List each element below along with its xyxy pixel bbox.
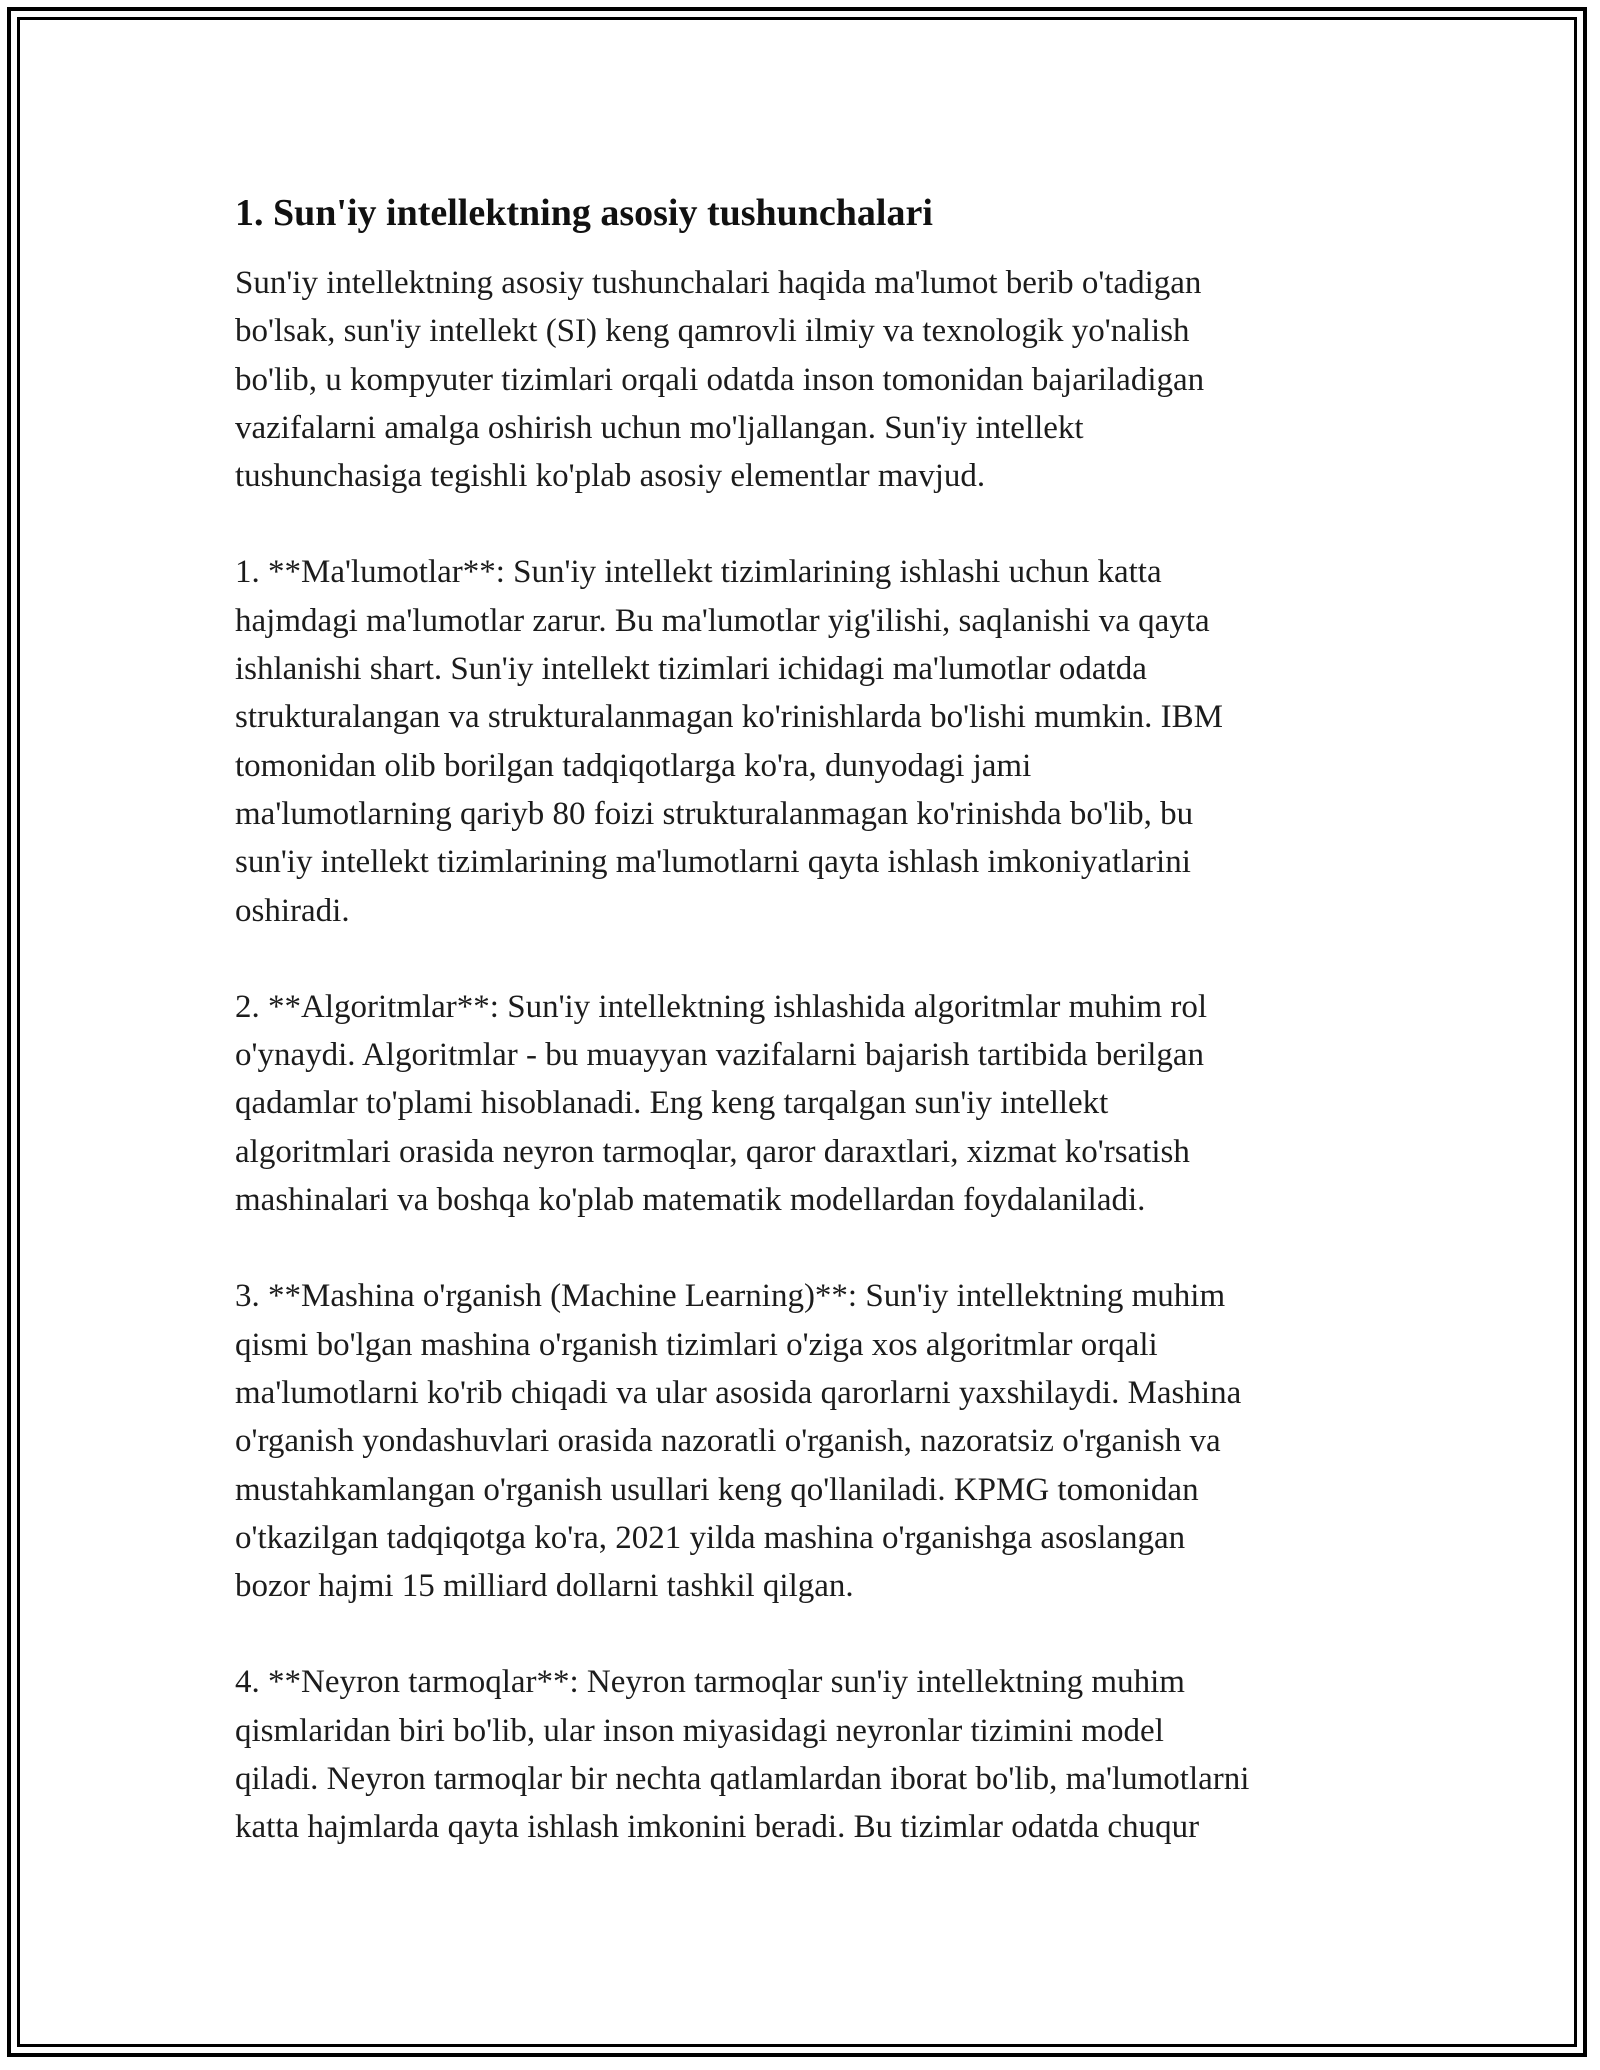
text-line: qiladi. Neyron tarmoqlar bir nechta qatlamlardan iborat bo'lib, ma'lumotlarni (235, 1761, 1250, 1798)
text-line: o'ynaydi. Algoritmlar - bu muayyan vazifalarni bajarish tartibida berilgan (235, 1037, 1205, 1074)
text-line: qadamlar to'plami hisoblanadi. Eng keng tarqalgan sun'iy intellekt (235, 1085, 1109, 1122)
text-line: o'rganish yondashuvlari orasida nazoratli o'rganish, nazoratsiz o'rganish va (235, 1423, 1221, 1460)
text-line: 1. **Ma'lumotlar**: Sun'iy intellekt tizimlarining ishlashi uchun katta (235, 554, 1162, 591)
paragraph (235, 259, 1385, 500)
text-line: ma'lumotlarni ko'rib chiqadi va ular asosida qarorlarni yaxshilaydi. Mashina (235, 1374, 1242, 1411)
text-line: hajmdagi ma'lumotlar zarur. Bu ma'lumotlar yig'ilishi, saqlanishi va qayta (235, 602, 1210, 639)
text-line: qismlaridan biri bo'lib, ular inson miyasidagi neyronlar tizimini model (235, 1712, 1164, 1749)
text-line: mustahkamlangan o'rganish usullari keng qo'llaniladi. KPMG tomonidan (235, 1471, 1199, 1508)
text-line: ma'lumotlarning qariyb 80 foizi strukturalanmagan ko'rinishda bo'lib, bu (235, 795, 1194, 832)
text-line: ishlanishi shart. Sun'iy intellekt tizimlari ichidagi ma'lumotlar odatda (235, 651, 1147, 688)
text-line: algoritmlari orasida neyron tarmoqlar, qaror daraxtlari, xizmat ko'rsatish (235, 1133, 1190, 1170)
paragraph (235, 548, 1385, 934)
text-line: 2. **Algoritmlar**: Sun'iy intellektning ishlashida algoritmlar muhim rol (235, 988, 1208, 1025)
text-line: oshiradi. (235, 892, 350, 929)
paragraph (235, 1272, 1385, 1610)
text-line: bo'lib, u kompyuter tizimlari orqali odatda inson tomonidan bajariladigan (235, 361, 1205, 398)
text-line: vazifalarni amalga oshirish uchun mo'ljallangan. Sun'iy intellekt (235, 409, 1084, 446)
text-line: sun'iy intellekt tizimlarining ma'lumotlarni qayta ishlash imkoniyatlarini (235, 844, 1191, 881)
paragraph (235, 983, 1385, 1224)
section-heading: 1. Sun'iy intellektning asosiy tushunchalari (235, 192, 933, 234)
text-line: qismi bo'lgan mashina o'rganish tizimlari o'ziga xos algoritmlar orqali (235, 1326, 1158, 1363)
document-body (235, 259, 1385, 1852)
text-line: 3. **Mashina o'rganish (Machine Learning)**: Sun'iy intellektning muhim (235, 1278, 1226, 1315)
document-page (235, 185, 1385, 1900)
paragraph (235, 1658, 1385, 1851)
text-line: tomonidan olib borilgan tadqiqotlarga ko'ra, dunyodagi jami (235, 747, 1032, 784)
text-line: o'tkazilgan tadqiqotga ko'ra, 2021 yilda mashina o'rganishga asoslangan (235, 1519, 1186, 1556)
text-line: mashinalari va boshqa ko'plab matematik modellardan foydalaniladi. (235, 1182, 1146, 1219)
text-line: strukturalangan va strukturalanmagan ko'rinishlarda bo'lishi mumkin. IBM (235, 699, 1223, 736)
text-line: tushunchasiga tegishli ko'plab asosiy elementlar mavjud. (235, 458, 986, 495)
text-line: bozor hajmi 15 milliard dollarni tashkil qilgan. (235, 1568, 854, 1605)
text-line: 4. **Neyron tarmoqlar**: Neyron tarmoqlar sun'iy intellektning muhim (235, 1664, 1185, 1701)
text-line: bo'lsak, sun'iy intellekt (SI) keng qamrovli ilmiy va texnologik yo'nalish (235, 313, 1190, 350)
text-line: Sun'iy intellektning asosiy tushunchalari haqida ma'lumot berib o'tadigan (235, 265, 1202, 301)
text-line: katta hajmlarda qayta ishlash imkonini beradi. Bu tizimlar odatda chuqur (235, 1809, 1200, 1846)
